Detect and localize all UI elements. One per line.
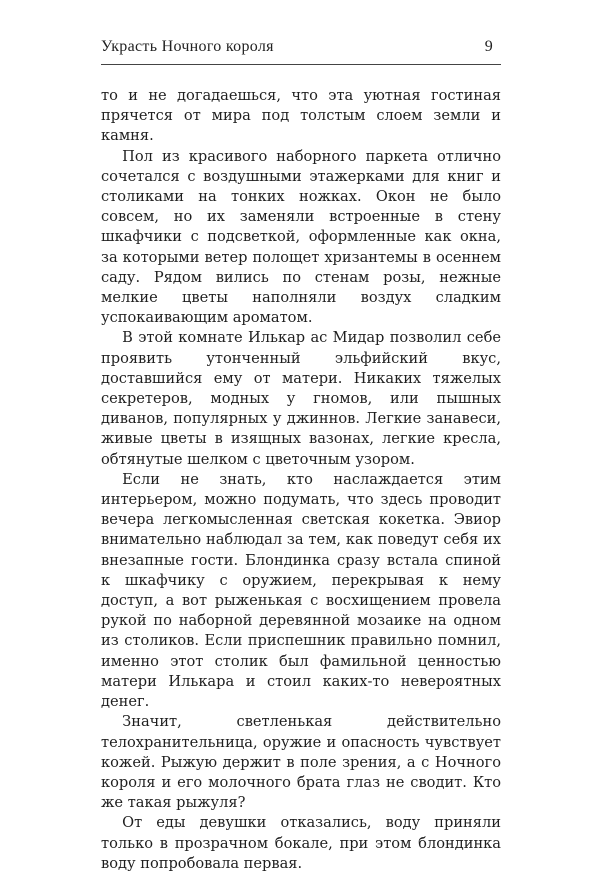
paragraph-3: В этой комнате Илькар ас Мидар позволил себе проявить утонченный эльфийский вкус, доставшийся ему от матери. Никаких тяжелых секретеров, модных у гномов, или пышных диванов, популярных у джиннов. Легкие занавеси, живые цветы в изящных вазонах, легкие кресла, обтянутые шелком с цветочным узором.	[101, 329, 501, 468]
paragraph-2: Пол из красивого наборного паркета отлично сочетался с воздушными этажерками для книг и столиками на тонких ножках. Окон не было совсем, но их заменяли встроенные в стену шкафчики с подсветкой, оформленные как окна, за которыми ветер полощет хризантемы в осеннем саду. Рядом вились по стенам розы, нежные мелкие цветы наполняли воздух сладким успокаивающим ароматом.	[101, 147, 501, 327]
body-text	[101, 86, 501, 874]
page-number: 9	[484, 38, 493, 55]
paragraph-6: От еды девушки отказались, воду приняли только в прозрачном бокале, при этом блондинка воду попробовала первая.	[101, 814, 501, 872]
paragraph-1: то и не догадаешься, что эта уютная гостиная прячется от мира под толстым слоем земли и камня.	[101, 87, 501, 145]
paragraph-5: Значит, светленькая действительно телохранительница, оружие и опасность чувствует кожей. Рыжую держит в поле зрения, а с Ночного короля и его молочного брата глаз не сводит. Кто же такая рыжуля?	[101, 713, 501, 812]
paragraph-4: Если не знать, кто наслаждается этим интерьером, можно подумать, что здесь проводит вечера легкомысленная светская кокетка. Эвиор внимательно наблюдал за тем, как поведут себя их внезапные гости. Блондинка сразу встала спиной к шкафчику с оружием, перекрывая к нему доступ, а вот рыженькая с восхищением провела рукой по наборной деревянной мозаике на одном из столиков. Если приспешник правильно помнил, именно этот столик был фамильной ценностью матери Илькара и стоил каких-то невероятных денег.	[101, 470, 501, 711]
book-title: Украсть Ночного короля	[101, 38, 274, 55]
running-head	[101, 38, 501, 62]
header-rule	[101, 64, 501, 65]
